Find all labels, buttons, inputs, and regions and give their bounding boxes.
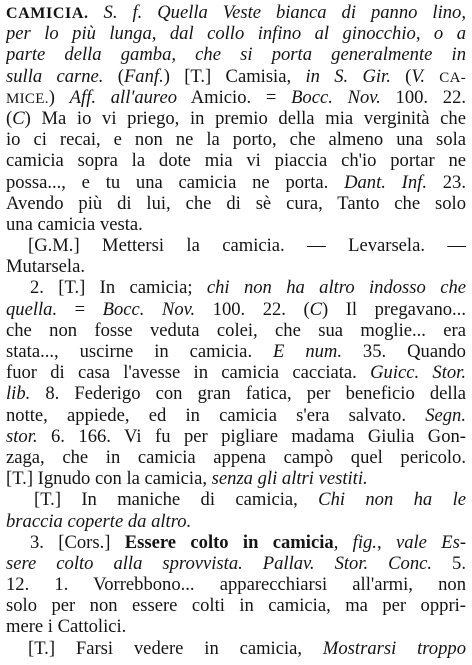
text-segment: CA- — [439, 69, 466, 86]
text-line — [6, 277, 466, 298]
text-segment: Amicio. = — [177, 86, 292, 108]
text-line — [6, 574, 466, 595]
text-line — [6, 638, 466, 659]
text-segment: possa..., e tu una camicia ne porta. — [6, 171, 345, 193]
text-segment: [T.] In maniche di camicia, — [34, 489, 319, 511]
text-line — [6, 553, 466, 574]
text-line — [6, 256, 466, 277]
text-segment: Avendo più di lui, che di sè cura, Tanto che solo — [6, 192, 466, 214]
text-segment: Bocc. Nov. — [291, 86, 381, 108]
text-segment: , — [376, 531, 396, 553]
text-line — [6, 235, 466, 256]
text-line — [6, 66, 466, 87]
text-segment: che non fosse veduta colei, che sua moglie... era — [6, 319, 466, 341]
text-segment: ) — [48, 86, 70, 108]
text-segment: 100. 22. — [380, 86, 466, 108]
text-segment: Fanf. — [123, 65, 164, 87]
text-segment: io ci recai, e non ne la porto, che almeno una sola — [6, 129, 466, 151]
text-segment: ) Il pregavano... — [322, 298, 466, 320]
text-line — [6, 150, 466, 171]
text-line — [6, 129, 466, 150]
text-segment: 12. 1. Vorrebbono... apparecchiarsi all'armi, non — [6, 574, 466, 596]
text-segment: E num. — [273, 341, 342, 362]
text-segment: Guicc. Stor. — [370, 362, 466, 384]
text-line — [6, 193, 466, 214]
text-segment: Segn. — [425, 404, 466, 426]
text-segment: stor. — [6, 425, 38, 447]
text-segment: C — [309, 298, 323, 320]
text-line — [6, 341, 466, 362]
text-segment: mere i Cattolici. — [6, 616, 127, 638]
text-segment: V. — [411, 65, 425, 87]
text-segment: stata..., uscirne in camicia. — [6, 341, 274, 362]
text-line — [6, 23, 466, 44]
text-line — [6, 616, 466, 637]
text-segment: S. f. Quella Veste bianca di panno lino, — [103, 2, 466, 23]
text-segment: camicia sopra la dote mia vi piaccia ch'io portar ne — [6, 150, 466, 172]
text-segment: 35. Quando — [342, 341, 466, 362]
text-segment: solo per non essere colti in camicia, ma per oppri- — [6, 595, 466, 617]
text-segment: fuor di casa l'avesse in camicia cacciata. — [6, 362, 371, 384]
text-segment: fig. — [352, 531, 377, 553]
text-segment: 2. [T.] In camicia; — [30, 277, 207, 299]
text-segment: sere colto alla sprovvista. Pallav. Stor. Conc. — [6, 552, 433, 574]
text-segment: zaga, che in camicia appena campò quel pericolo. — [6, 446, 466, 468]
text-segment: una camicia vesta. — [6, 213, 143, 235]
text-segment: parte della gamba, che si porta generalmente in — [6, 44, 466, 66]
text-line — [6, 87, 466, 108]
text-segment: senza gli altri vestiti. — [211, 468, 368, 490]
text-segment: notte, appiede, ed in camicia s'era salvato. — [6, 404, 426, 426]
text-segment: Bocc. Nov. — [102, 298, 196, 320]
text-line — [6, 595, 466, 616]
text-segment: quella. — [6, 298, 58, 320]
text-segment: chi non ha altro indosso che — [206, 277, 466, 299]
text-line — [6, 362, 466, 383]
text-segment: Mostrarsi troppo — [322, 637, 466, 659]
text-line — [6, 172, 466, 193]
text-segment: Chi non ha le — [318, 489, 466, 511]
text-segment: Mutarsela. — [6, 256, 85, 278]
text-segment: ) Ma io vi priego, in premio della mia verginità che — [24, 107, 466, 129]
text-segment: lib. — [6, 383, 31, 405]
text-line — [6, 511, 466, 532]
text-segment: sulla carne. — [6, 65, 104, 87]
text-line — [6, 405, 466, 426]
text-segment: Dant. Inf. — [344, 171, 427, 193]
text-segment: = — [57, 298, 103, 320]
text-segment: MICE. — [6, 90, 49, 107]
text-segment: per lo più lunga, dal collo infino al ginocchio, o a — [6, 23, 466, 45]
text-segment: 8. Federigo con gran fatica, per beneficio della — [30, 383, 466, 405]
text-segment: vale Es- — [395, 531, 466, 553]
text-line — [6, 44, 466, 65]
text-segment: ) [T.] Camisia, — [163, 65, 306, 87]
text-segment: braccia coperte da altro. — [6, 510, 192, 532]
text-line — [6, 214, 466, 235]
text-segment: 23. — [426, 171, 466, 193]
text-line — [6, 426, 466, 447]
text-segment — [89, 2, 104, 23]
text-segment: C — [12, 107, 25, 129]
text-segment: ( — [6, 107, 13, 129]
dictionary-entry-camicia — [6, 2, 466, 659]
text-segment: Essere colto in camicia — [124, 531, 334, 553]
text-segment: ( — [103, 65, 124, 87]
text-segment: ( — [390, 65, 412, 87]
headword: CAMICIA. — [6, 5, 89, 22]
text-line — [6, 532, 466, 553]
text-segment: [T.] Farsi vedere in camicia, — [28, 637, 323, 659]
text-segment: 100. 22. ( — [195, 298, 310, 320]
text-segment: Aff. all'aureo — [69, 86, 178, 108]
text-segment: [G.M.] Mettersi la camicia. — Levarsela. — — [28, 235, 466, 257]
text-line — [6, 468, 466, 489]
text-line — [6, 447, 466, 468]
text-segment: 5. — [432, 552, 466, 574]
text-segment: [T.] Ignudo con la camicia, — [6, 468, 212, 490]
text-line — [6, 489, 466, 510]
text-line — [6, 108, 466, 129]
text-segment: in S. Gir. — [305, 65, 391, 87]
text-line — [6, 383, 466, 404]
text-segment: , — [333, 531, 353, 553]
text-line — [6, 299, 466, 320]
text-segment: 3. [Cors.] — [30, 531, 125, 553]
text-line — [6, 2, 466, 23]
text-segment: 6. 166. Vi fu per pigliare madama Giulia Gon- — [37, 425, 466, 447]
text-line — [6, 320, 466, 341]
text-segment — [425, 66, 439, 87]
